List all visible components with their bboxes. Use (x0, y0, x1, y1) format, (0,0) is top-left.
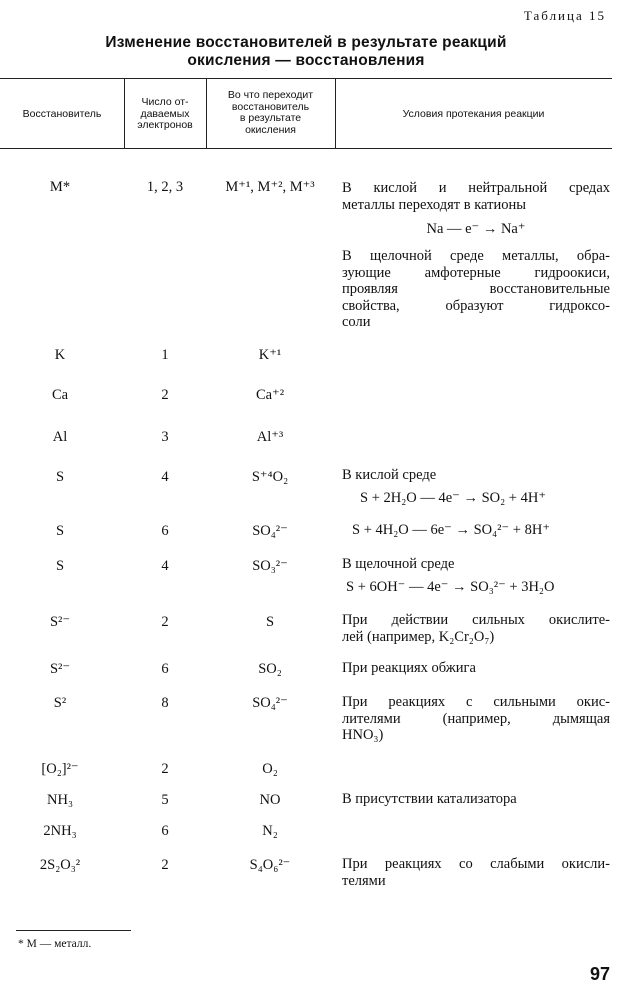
row-reducer: 2S₂O₃² (39, 857, 81, 873)
row-electrons: 6 (161, 523, 169, 539)
row-becomes: SO₄²⁻ (252, 523, 288, 539)
row-reducer: S² (53, 695, 67, 711)
row-becomes: K⁺¹ (258, 347, 282, 363)
condition-weak-oxidizers: При реакциях со слабыми окисли- телями (342, 856, 610, 889)
row-reducer: Al (52, 429, 68, 445)
row-reducer: K (54, 347, 66, 363)
row-becomes: Al⁺³ (256, 429, 284, 445)
header-bottom-rule (0, 148, 612, 149)
row-electrons: 4 (161, 558, 169, 574)
row-reducer: Ca (51, 387, 69, 403)
equation-sulfur-alkaline: S + 6OH⁻ — 4e⁻ → SO₃²⁻ + 3H₂O (346, 579, 555, 595)
row-electrons: 2 (161, 761, 169, 777)
table-top-rule (0, 78, 612, 79)
column-header-reducer: Восстановитель (22, 108, 102, 120)
row-reducer: S (55, 523, 65, 539)
row-reducer: S (55, 558, 65, 574)
condition-metals-acid: В кислой и нейтральной средах металлы переходят в катионы (342, 180, 610, 213)
condition-sulfur-acid: В кислой среде (342, 467, 437, 483)
condition-roasting: При реакциях обжига (342, 660, 476, 676)
footnote: * M — металл. (18, 938, 92, 950)
row-becomes: SO₂ (258, 661, 282, 677)
row-becomes: SO₃²⁻ (252, 558, 288, 574)
condition-metals-alkaline: В щелочной среде металлы, обра- зующие амфотерные гидроокиси, проявляя восстановительные свойства, образуют гидроксо- соли (342, 248, 610, 330)
equation-sulfur-acid-1: S + 2H₂O — 4e⁻ → SO₂ + 4H⁺ (360, 490, 546, 506)
row-becomes: S⁺⁴O₂ (251, 469, 289, 485)
row-becomes: SO₄²⁻ (252, 695, 288, 711)
row-electrons: 2 (161, 857, 169, 873)
row-becomes: S (265, 614, 275, 630)
row-becomes: O₂ (262, 761, 278, 777)
table-label: Таблица 15 (523, 8, 606, 23)
row-reducer: 2NH₃ (43, 823, 77, 839)
condition-catalyst: В присутствии катализатора (342, 791, 517, 807)
title-line-2: окисления — восстановления (187, 52, 425, 69)
row-electrons: 2 (161, 614, 169, 630)
row-becomes: NO (259, 792, 281, 808)
row-reducer: M* (49, 179, 71, 195)
row-reducer: [O₂]²⁻ (41, 761, 79, 777)
condition-strong-oxidizers: При действии сильных окислите- лей (например, K₂Cr₂O₇) (342, 612, 610, 645)
table-title (0, 34, 612, 70)
condition-very-strong-oxidizers: При реакциях с сильными окис- лителями (например, дымящая HNO₃) (342, 694, 610, 743)
title-line-1: Изменение восстановителей в результате реакций (105, 34, 507, 51)
row-becomes: N₂ (262, 823, 278, 839)
row-electrons: 1 (161, 347, 169, 363)
row-electrons: 5 (161, 792, 169, 808)
column-header-conditions: Условия протекания реакции (402, 108, 545, 120)
row-becomes: Ca⁺² (255, 387, 285, 403)
column-header-becomes: Во что переходит восстановитель в результате окисления (227, 89, 314, 136)
row-electrons: 1, 2, 3 (146, 179, 184, 195)
row-becomes: M⁺¹, M⁺², M⁺³ (225, 179, 315, 195)
row-reducer: S²⁻ (49, 614, 71, 630)
condition-sulfur-alkaline: В щелочной среде (342, 556, 455, 572)
row-electrons: 8 (161, 695, 169, 711)
row-electrons: 3 (161, 429, 169, 445)
row-reducer: S²⁻ (49, 661, 71, 677)
row-electrons: 6 (161, 823, 169, 839)
column-header-electrons: Число от- даваемых электронов (137, 96, 193, 131)
row-becomes: S₄O₆²⁻ (249, 857, 291, 873)
row-electrons: 6 (161, 661, 169, 677)
row-electrons: 2 (161, 387, 169, 403)
equation-metal-oxidation: Na — e⁻ → Na⁺ (426, 221, 526, 237)
equation-sulfur-acid-2: S + 4H₂O — 6e⁻ → SO₄²⁻ + 8H⁺ (352, 522, 550, 538)
row-reducer: S (55, 469, 65, 485)
footnote-rule (16, 930, 131, 931)
row-reducer: NH₃ (47, 792, 73, 808)
page-number: 97 (589, 964, 610, 984)
row-electrons: 4 (161, 469, 169, 485)
